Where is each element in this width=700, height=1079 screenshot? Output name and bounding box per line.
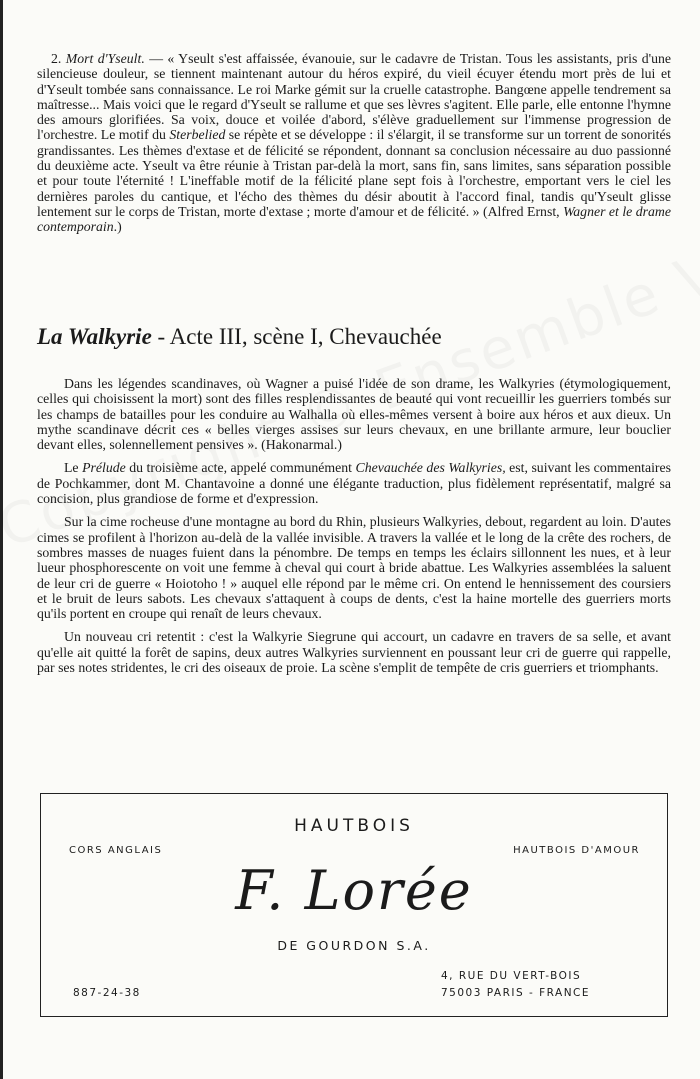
text-part-b: se répète et se développe : il s'élargit, il se transforme sur un torrent de sonorités grandissantes. Les thèmes d'extase et de félicité se répondent, donnant sa conclusion nécessaire au duo passionné du deuxième acte. Yseult va être réunie à Tristan par-delà la mort, sans fin, sans limites, sans séparation possible et pour toute l'éternité ! L'ineffable motif de la félicité plane sept fois à l'orchestre, emportant vers le ciel les dernières paroles du cantique, et l'écho des thèmes du désir aboutit à l'accord final, tandis qu'Yseult glisse lentement sur le corps de Tristan, morte d'extase ; morte d'amour et de félicité. » (Alfred Ernst, xyxy=(37,127,671,219)
ad-phone: 887-24-38 xyxy=(73,987,141,999)
closing-paren: .) xyxy=(113,219,122,235)
item-title: Mort d'Yseult. xyxy=(65,51,145,66)
item-number: 2. xyxy=(51,51,62,66)
heading-rest: - Acte III, scène I, Chevauchée xyxy=(151,324,442,349)
p2-b: du troisième acte, appelé communément xyxy=(125,460,356,476)
p2-a: Le xyxy=(64,460,83,476)
ad-address xyxy=(441,968,590,1002)
text-part-a: Yseult s'est affaissée, évanouie, sur le cadavre de Tristan. Tous les assistants, pris d'une silencieuse douleur, se tiennent maintenant autour du héros expiré, du vieil écuyer étendu mort près de lui et d'Yseult tombée sans connaissance. Le roi Marke gémit sur la cruelle catastrophe. Bangœne appelle tendrement sa maîtresse... Mais voici que le regard d'Yseult se rallume et que ses lèvres s'agitent. Elle parle, elle entonne l'hymne des amours glorifiées. Sa voix, douce et voilée d'abord, s'élève graduellement sur l'immense progression de l'orchestre. Le motif du xyxy=(37,51,672,143)
paragraph-legends: Dans les légendes scandinaves, où Wagner a puisé l'idée de son drame, les Walkyries (étymologiquement, celles qui choisissent la mort) sont des filles resplendissantes de beauté qui vont recueillir les guerriers tombés sur les champs de batailles pour les conduire au Walhalla où elles-mêmes versent à boire aux héros et aux dieux. Un mythe scandinave décrit ces « belles vierges assises sur leurs chevaux, en une brillante armure, leur bouclier devant elles, solennellement pensives ». (Hakonarmal.) xyxy=(37,376,671,453)
ad-hautbois-amour: HAUTBOIS D'AMOUR xyxy=(513,845,640,856)
paragraph-prelude xyxy=(37,460,671,506)
loree-advertisement xyxy=(40,793,668,1017)
section-heading xyxy=(37,322,677,352)
ad-address-line1: 4, RUE DU VERT-BOIS xyxy=(441,970,582,982)
ad-cors-anglais: CORS ANGLAIS xyxy=(69,845,163,856)
sterbelied-term: Sterbelied xyxy=(169,127,226,143)
ad-title: HAUTBOIS xyxy=(294,816,414,836)
prelude-term: Prélude xyxy=(82,460,126,476)
chevauchee-term: Chevauchée des Walkyries, xyxy=(355,460,506,476)
p2-c: est, suivant les commentaires de Pochkammer, dont M. Chantavoine a donné une élégante traduction, plus fidèlement représentatif, malgré sa concision, plus grandiose de forme et d'expression. xyxy=(37,460,671,507)
walkyrie-section xyxy=(37,376,671,683)
yseult-paragraph xyxy=(37,51,671,235)
item-dash: — « xyxy=(144,51,179,66)
book-title: Wagner et le drame contemporain xyxy=(37,203,671,235)
ad-company: DE GOURDON S.A. xyxy=(277,938,431,953)
loree-logo: F. Lorée xyxy=(235,859,473,922)
page-edge xyxy=(0,0,3,1079)
paragraph-scene: Sur la cime rocheuse d'une montagne au bord du Rhin, plusieurs Walkyries, debout, regardent au loin. D'autes cimes se profilent à l'horizon au-delà de la vallée invisible. A travers la vallée et le long de la crête des rochers, de sombres masses de nuages fuient dans la pénombre. De temps en temps les éclairs sillonnent les nues, et à leur lueur phosphorescente on voit une femme à cheval qui court à bride abattue. Les Walkyries assemblées la saluent de leur cri de guerre « Hoiotoho ! » auquel elle répond par le même cri. On entend le hennissement des coursiers et le bruit de leurs sabots. Les chevaux s'attaquent à coups de dents, c'est la haine mortelle des guerriers morts qu'ils portent en croupe qui renaît de leurs chevaux. xyxy=(37,514,671,622)
yseult-section xyxy=(37,51,671,235)
ad-address-line2: 75003 PARIS - FRANCE xyxy=(441,987,591,999)
paragraph-siegrune: Un nouveau cri retentit : c'est la Walkyrie Siegrune qui accourt, un cadavre en travers de sa selle, et avant qu'elle ait quitté la forêt de sapins, deux autres Walkyries surviennent en poussant leur cri de guerre qui rappelle, par ses notes stridentes, le cri des oiseaux de proie. La scène s'emplit de tempête de cris guerriers et triomphants. xyxy=(37,629,671,676)
heading-work: La Walkyrie xyxy=(37,324,152,349)
